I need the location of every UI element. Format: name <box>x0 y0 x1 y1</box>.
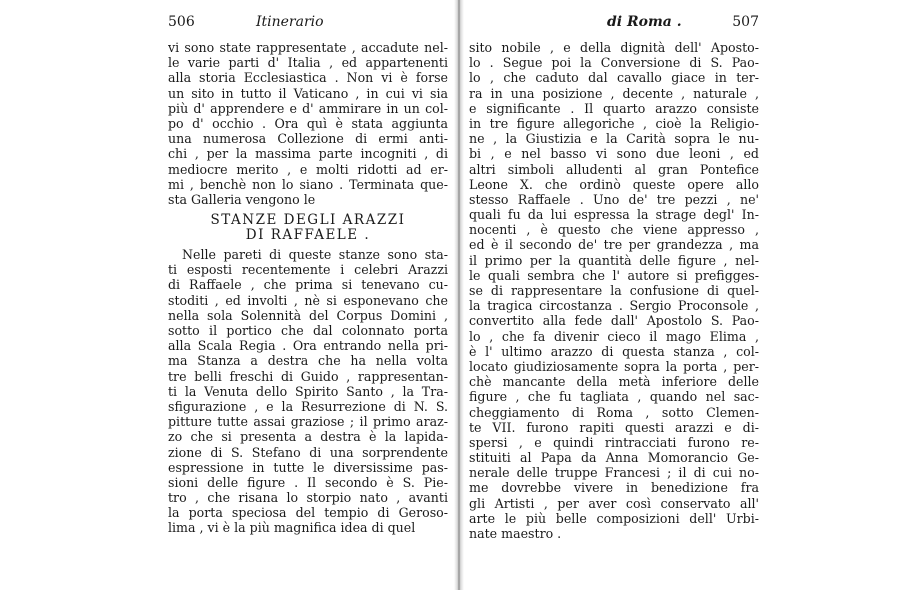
text-line: una numerosa Collezione di ermi anti- <box>168 131 448 147</box>
left-text-block-2 <box>168 247 448 536</box>
text-line: bi , e nel basso vi sono due leoni , ed <box>469 146 759 162</box>
section-heading <box>168 213 448 243</box>
text-line: sioni delle figure . Il secondo è S. Pie- <box>168 474 448 490</box>
text-line: ti esposti recentemente i celebri Arazzi <box>168 262 448 278</box>
text-line: lo . Segue poi la Conversione di S. Pao- <box>469 55 759 71</box>
text-line: sito nobile , e della dignità dell' Aposto- <box>469 40 759 55</box>
text-line: e significante . Il quarto arazzo consiste <box>469 100 759 116</box>
text-line: di Raffaele , che prima si tenevano cu- <box>168 277 448 293</box>
text-line: gli Artisti , per aver così conservato all' <box>469 495 759 511</box>
text-line: le quali sembra che l' autore si prefigges- <box>469 267 759 283</box>
text-line: il primo per la quantità delle figure , nel- <box>469 252 759 268</box>
text-line: nocenti , è questo che viene appresso , <box>469 222 759 238</box>
left-page <box>168 14 448 536</box>
text-line: tre belli freschi di Guido , rappresentan- <box>168 368 448 384</box>
text-line: figure , che fu tagliata , quando nel sac- <box>469 389 759 405</box>
left-running-head <box>168 14 448 40</box>
text-line: ti la Venuta dello Spirito Santo , la Tra- <box>168 383 448 399</box>
right-text-block <box>469 40 759 541</box>
text-line: zione di S. Stefano di una sorprendente <box>168 444 448 460</box>
text-line: chè mancante della metà inferiore delle <box>469 374 759 390</box>
text-line: pitture tutte assai graziose ; il primo araz- <box>168 414 448 430</box>
text-line: lo , che caduto dal cavallo giace in ter- <box>469 70 759 86</box>
text-line: stesso Raffaele . Uno de' tre pezzi , ne' <box>469 191 759 207</box>
text-line: lima , vi è la più magnifica idea di quel <box>168 520 416 536</box>
book-gutter <box>454 0 464 590</box>
left-page-number: 506 <box>168 14 195 30</box>
text-line: cheggiamento di Roma , sotto Clemen- <box>469 404 759 420</box>
section-heading-line-1: STANZE DEGLI ARAZZI <box>210 212 406 229</box>
text-line: sfigurazione , e la Resurrezione di N. S. <box>168 398 448 414</box>
text-line: in tre figure allegoriche , cioè la Religio- <box>469 115 759 131</box>
text-line: Nelle pareti di queste stanze sono sta- <box>182 247 448 263</box>
text-line: nella sola Solennità del Corpus Domini , <box>168 307 448 323</box>
right-page <box>469 14 759 541</box>
text-line: po d' occhio . Ora quì è stata aggiunta <box>168 115 448 131</box>
text-line: alla storia Ecclesiastica . Non vi è forse <box>168 70 448 86</box>
text-line: alla Scala Regia . Ora entrando nella pri- <box>168 338 448 354</box>
section-heading-line-2: DI RAFFAELE . <box>245 227 371 244</box>
text-line: nate maestro . <box>469 526 562 541</box>
text-line: nerale delle truppe Francesi ; il di cui no- <box>469 465 759 481</box>
text-line: altri simboli alludenti al gran Pontefice <box>469 161 759 177</box>
left-running-title: Itinerario <box>256 14 324 30</box>
right-running-title: di Roma . <box>607 14 682 30</box>
text-line: locato giudiziosamente sopra la porta , per- <box>469 358 759 374</box>
text-line: più d' apprendere e d' ammirare in un col- <box>168 100 448 116</box>
text-line: lo , che fa divenir cieco il mago Elima , <box>469 328 759 344</box>
text-line: quali fu da lui espressa la strage degl' In- <box>469 207 759 223</box>
right-running-head <box>469 14 759 40</box>
text-line: espressione in tutte le diversissime pas- <box>168 459 448 475</box>
text-line: ed è il secondo de' tre per grandezza , ma <box>469 237 759 253</box>
text-line: chi , per la massima parte incogniti , di <box>168 146 448 162</box>
text-line: stituiti al Papa da Anna Momorancio Ge- <box>469 450 759 466</box>
text-line: la tragica circostanza . Sergio Proconsole , <box>469 298 759 314</box>
text-line: la porta speciosa del tempio di Geroso- <box>168 505 448 521</box>
text-line: mediocre merito , e molti ridotti ad er- <box>168 161 448 177</box>
text-line: è l' ultimo arazzo di questa stanza , col- <box>469 343 759 359</box>
text-line: arte le più belle composizioni dell' Urbi- <box>469 510 759 526</box>
text-line: zo che si presenta a destra è la lapida- <box>168 429 448 445</box>
text-line: ra in una posizione , decente , naturale , <box>469 85 759 101</box>
text-line: me dovrebbe vivere in benedizione fra <box>469 480 759 496</box>
text-line: mi , benchè non lo siano . Terminata que- <box>168 176 448 192</box>
text-line: Leone X. che ordinò queste opere allo <box>469 176 759 192</box>
text-line: sta Galleria vengono le <box>168 191 316 207</box>
text-line: ne , la Giustizia e la Carità sopra le nu- <box>469 131 759 147</box>
text-line: se di rappresentare la confusione di quel- <box>469 283 759 298</box>
right-page-number: 507 <box>732 14 759 30</box>
text-line: sotto il portico che dal colonnato porta <box>168 323 448 338</box>
text-line: un sito in tutto il Vaticano , in cui vi sia <box>168 85 448 101</box>
text-line: ma Stanza a destra che ha nella volta <box>168 353 448 369</box>
text-line: tro , che risana lo storpio nato , avanti <box>168 490 448 506</box>
text-line: spersi , e quindi rintracciati furono re- <box>469 434 759 450</box>
text-line: vi sono state rappresentate , accadute nel- <box>168 40 448 55</box>
text-line: convertito alla fede dall' Apostolo S. Pao- <box>469 313 759 329</box>
left-text-block-1 <box>168 40 448 207</box>
text-line: stoditi , ed involti , nè si esponevano che <box>168 292 448 308</box>
text-line: te VII. furono rapiti questi arazzi e di- <box>469 419 759 435</box>
text-line: le varie parti d' Italia , ed appartenenti <box>168 55 448 71</box>
